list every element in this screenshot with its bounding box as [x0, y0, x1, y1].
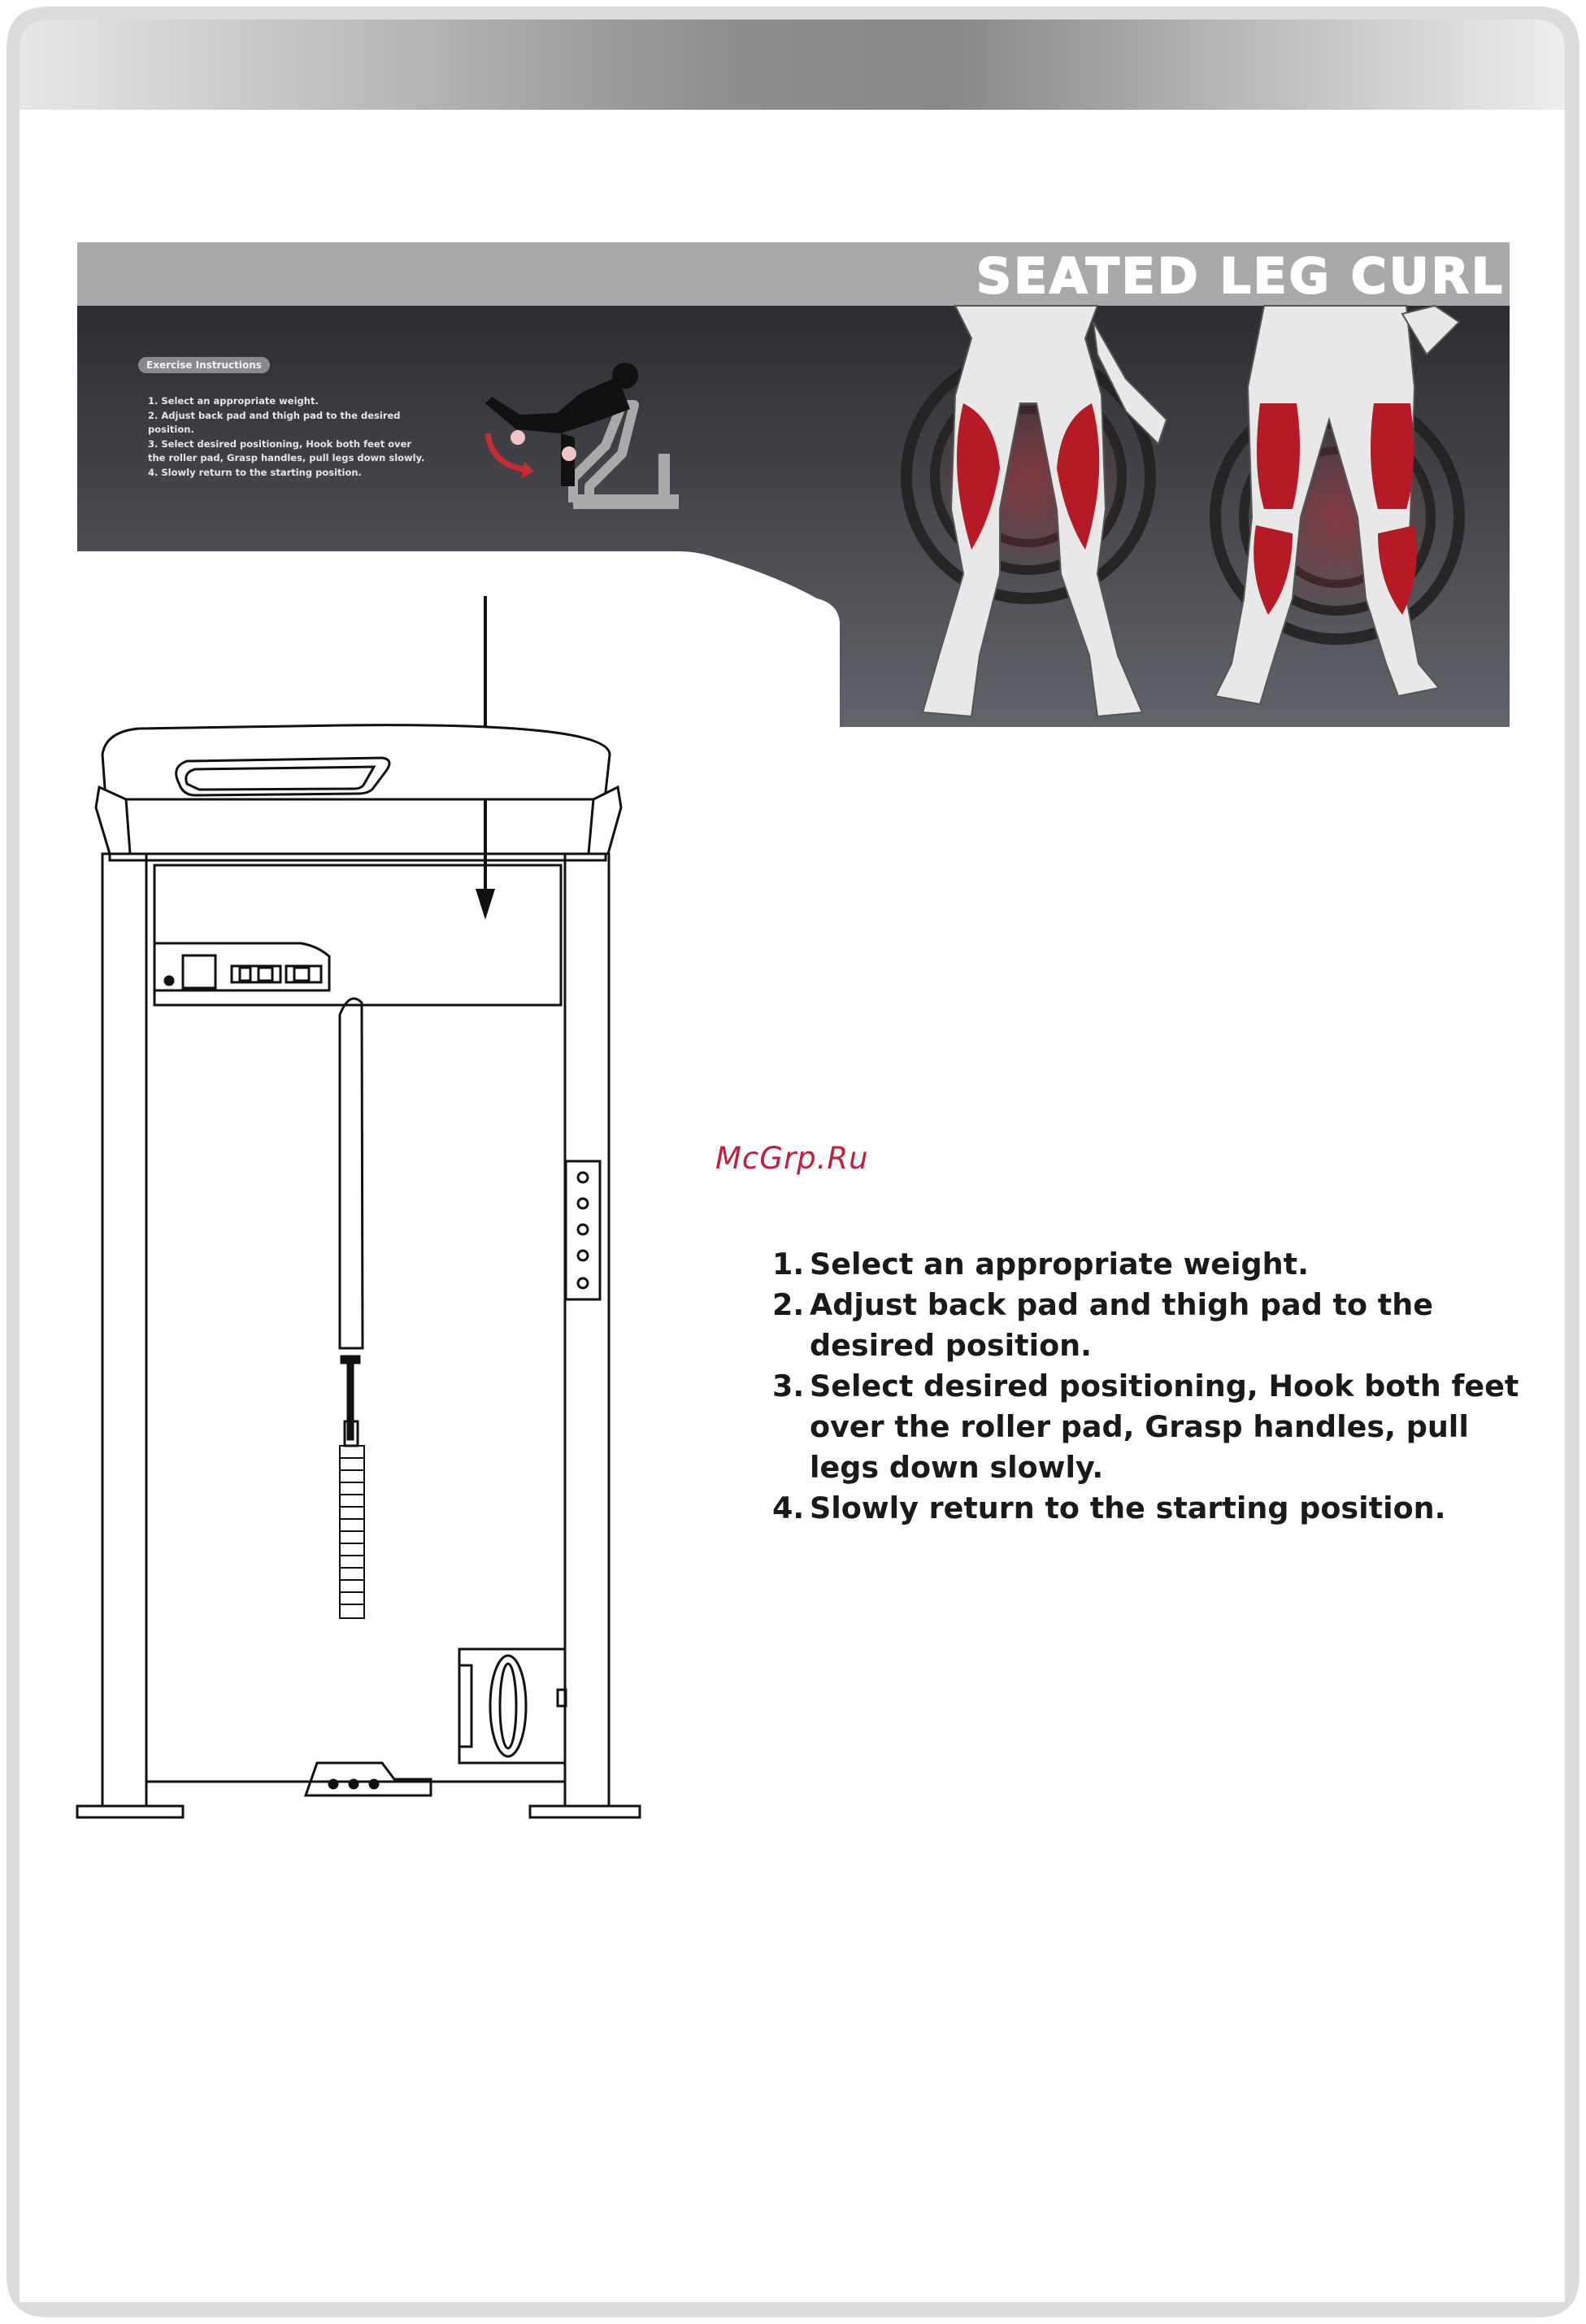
step-text: Adjust back pad and thigh pad to the desired position.	[810, 1287, 1433, 1363]
weight-stack-machine	[73, 592, 650, 1828]
placard-step: 3. Select desired positioning, Hook both feet over the roller pad, Grasp handles, pull legs down slowly.	[148, 437, 425, 463]
watermark-text: McGrp.Ru	[715, 1141, 869, 1176]
instruction-step	[772, 1488, 1545, 1529]
placard-instructions-heading: Exercise Instructions	[138, 357, 270, 373]
placard-step: 4. Slowly return to the starting position.	[148, 466, 362, 478]
instruction-step	[772, 1285, 1545, 1366]
placard-title: SEATED LEG CURL	[975, 248, 1505, 305]
step-number: 1.	[772, 1247, 805, 1282]
step-number: 3.	[772, 1369, 805, 1404]
step-text: Select desired positioning, Hook both feet over the roller pad, Grasp handles, pull legs down slowly.	[810, 1369, 1519, 1485]
instruction-step	[772, 1366, 1545, 1488]
placard-step: 1. Select an appropriate weight.	[148, 395, 319, 407]
step-number: 4.	[772, 1491, 805, 1525]
step-number: 2.	[772, 1287, 805, 1322]
placard-instructions	[138, 356, 431, 480]
exercise-instructions	[772, 1244, 1545, 1529]
step-text: Slowly return to the starting position.	[810, 1491, 1446, 1525]
instruction-step	[772, 1244, 1545, 1285]
step-text: Select an appropriate weight.	[810, 1247, 1309, 1282]
placard-step: 2. Adjust back pad and thigh pad to the desired position.	[148, 409, 401, 435]
